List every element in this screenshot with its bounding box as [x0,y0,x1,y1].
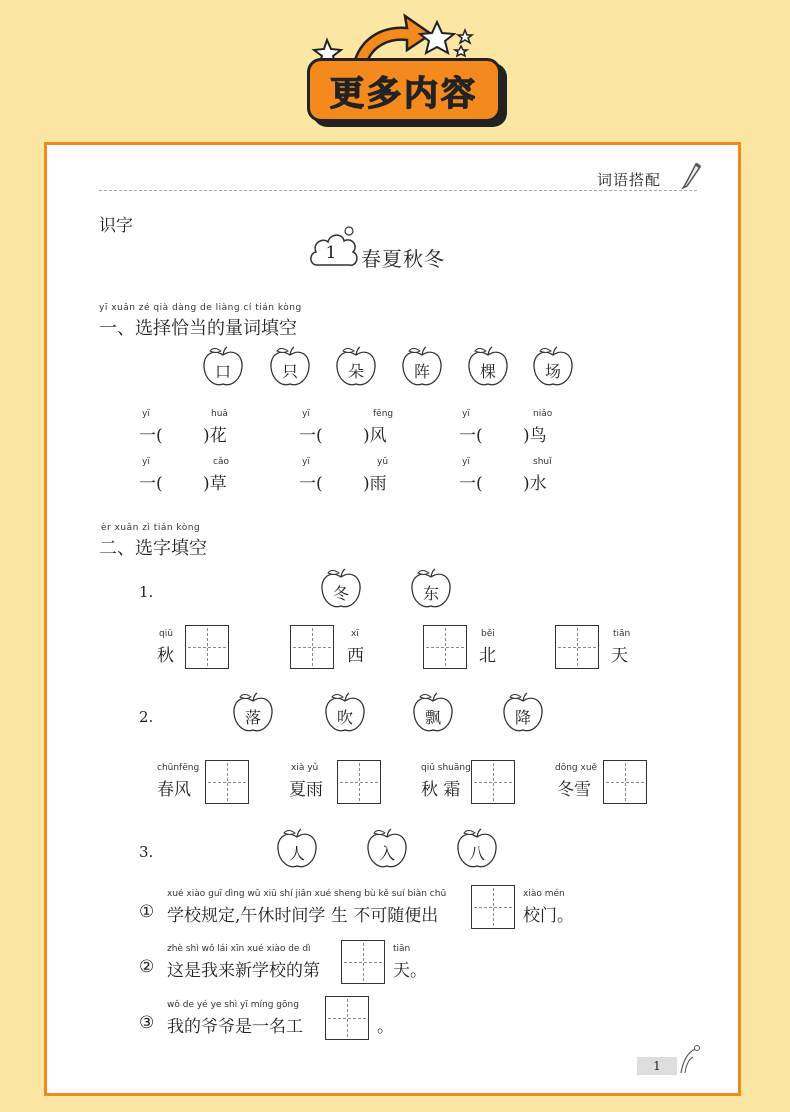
word-char: 冬雪 [557,780,591,800]
pinyin: dōng xuě [555,763,598,773]
sentence-after: 天。 [393,961,427,981]
section-label: 识字 [99,216,133,236]
suffix-text: )风 [363,426,387,446]
pinyin: qiū [159,629,173,639]
banner-title: 更多内容 [330,73,478,114]
option-char: 只 [281,362,298,381]
word-char: 西 [347,646,364,666]
option-apple[interactable] [455,827,499,871]
word-char: 夏雨 [289,780,323,800]
option-char: 人 [288,844,305,863]
writing-grid[interactable] [341,940,385,984]
writing-grid[interactable] [290,625,334,669]
sentence-pinyin: xué xiào guī dìng wǔ xiū shí jiān xué sheng bù kě suí biàn chū [167,889,447,899]
option-char: 东 [422,584,439,603]
writing-grid[interactable] [337,760,381,804]
suffix-text: )雨 [363,474,387,494]
sentence-text: 我的爷爷是一名工 [167,1017,303,1037]
option-apple[interactable] [231,691,275,735]
writing-grid[interactable] [603,760,647,804]
worksheet-page [44,142,741,1096]
sentence-mark: ③ [139,1013,155,1033]
sentence-after: 校门。 [523,906,574,926]
option-apple[interactable] [319,567,363,611]
lesson-title: 春夏秋冬 [361,247,445,271]
pinyin: shuǐ [533,457,552,467]
option-char: 口 [214,362,231,381]
prefix-text: 一( [139,474,163,494]
pinyin: xià yǔ [291,763,319,773]
writing-grid[interactable] [555,625,599,669]
pinyin: fēng [373,409,394,419]
option-apple[interactable] [201,345,245,389]
option-char: 入 [378,844,395,863]
answer-blank[interactable] [321,421,361,443]
word-char: 秋 霜 [421,780,461,800]
pencil-icon [679,159,703,189]
question-number: 2. [139,708,154,726]
option-apple[interactable] [531,345,575,389]
sentence-after-pinyin: tiān [393,944,411,954]
option-apple[interactable] [268,345,312,389]
suffix-text: )花 [203,426,227,446]
sentence-text: 学校规定,午休时间学 生 不可随便出 [167,906,439,926]
option-apple[interactable] [334,345,378,389]
pinyin: yī [302,457,310,467]
sentence-pinyin: wǒ de yé ye shì yī míng gōng [167,1000,299,1010]
answer-blank[interactable] [481,421,521,443]
swirl-decoration-icon [677,1043,701,1075]
banner-button[interactable] [307,58,501,122]
suffix-text: )草 [203,474,227,494]
suffix-text: )鸟 [523,426,547,446]
writing-grid[interactable] [205,760,249,804]
suffix-text: )水 [523,474,547,494]
pinyin: yǔ [377,457,389,467]
pinyin: huā [211,409,228,419]
option-char: 飘 [424,708,441,727]
option-apple[interactable] [365,827,409,871]
answer-blank[interactable] [321,469,361,491]
question-number: 3. [139,843,154,861]
writing-grid[interactable] [325,996,369,1040]
sentence-after-pinyin: xiào mén [523,889,565,899]
option-apple[interactable] [501,691,545,735]
pinyin: qiū shuāng [421,763,471,773]
option-char: 场 [544,362,561,381]
lesson-number: 1 [325,243,337,263]
sentence-mark: ① [139,902,155,922]
option-char: 棵 [479,362,496,381]
sentence-text: 这是我来新学校的第 [167,961,320,981]
option-char: 冬 [332,584,349,603]
word-char: 北 [479,646,496,666]
sentence-pinyin: zhè shì wǒ lái xīn xué xiào de dì [167,944,311,954]
option-char: 降 [514,708,531,727]
prefix-text: 一( [459,474,483,494]
more-content-banner[interactable] [285,8,520,120]
writing-grid[interactable] [471,760,515,804]
prefix-text: 一( [139,426,163,446]
page-number: 1 [637,1057,677,1075]
pinyin: xī [351,629,359,639]
word-char: 天 [611,646,628,666]
pinyin: běi [481,629,495,639]
header-title: 词语搭配 [597,171,662,189]
prefix-text: 一( [459,426,483,446]
word-char: 春风 [157,780,191,800]
sentence-after: 。 [377,1017,394,1037]
option-char: 朵 [347,362,364,381]
writing-grid[interactable] [471,885,515,929]
pinyin: cǎo [213,457,229,467]
option-char: 阵 [413,362,430,381]
option-apple[interactable] [409,567,453,611]
pinyin: yī [302,409,310,419]
part1-heading-pinyin: yī xuǎn zé qià dàng de liàng cí tián kòng [99,303,302,313]
pinyin: chūnfēng [157,763,200,773]
writing-grid[interactable] [185,625,229,669]
pinyin: tiān [613,629,631,639]
prefix-text: 一( [299,426,323,446]
answer-blank[interactable] [161,469,201,491]
option-apple[interactable] [275,827,319,871]
pinyin: niǎo [533,409,553,419]
option-char: 八 [468,844,485,863]
option-apple[interactable] [400,345,444,389]
sentence-mark: ② [139,957,155,977]
header-divider [99,190,697,191]
part2-heading: 二、选字填空 [99,538,207,559]
option-apple[interactable] [466,345,510,389]
pinyin: yī [462,409,470,419]
pinyin: yī [142,457,150,467]
part2-heading-pinyin: èr xuǎn zì tián kòng [101,523,201,533]
option-char: 落 [244,708,261,727]
part1-heading: 一、选择恰当的量词填空 [99,318,297,339]
option-apple[interactable] [323,691,367,735]
pinyin: yī [462,457,470,467]
writing-grid[interactable] [423,625,467,669]
prefix-text: 一( [299,474,323,494]
option-char: 吹 [336,708,353,727]
question-number: 1. [139,583,154,601]
answer-blank[interactable] [161,421,201,443]
pinyin: yī [142,409,150,419]
word-char: 秋 [157,646,174,666]
answer-blank[interactable] [481,469,521,491]
option-apple[interactable] [411,691,455,735]
